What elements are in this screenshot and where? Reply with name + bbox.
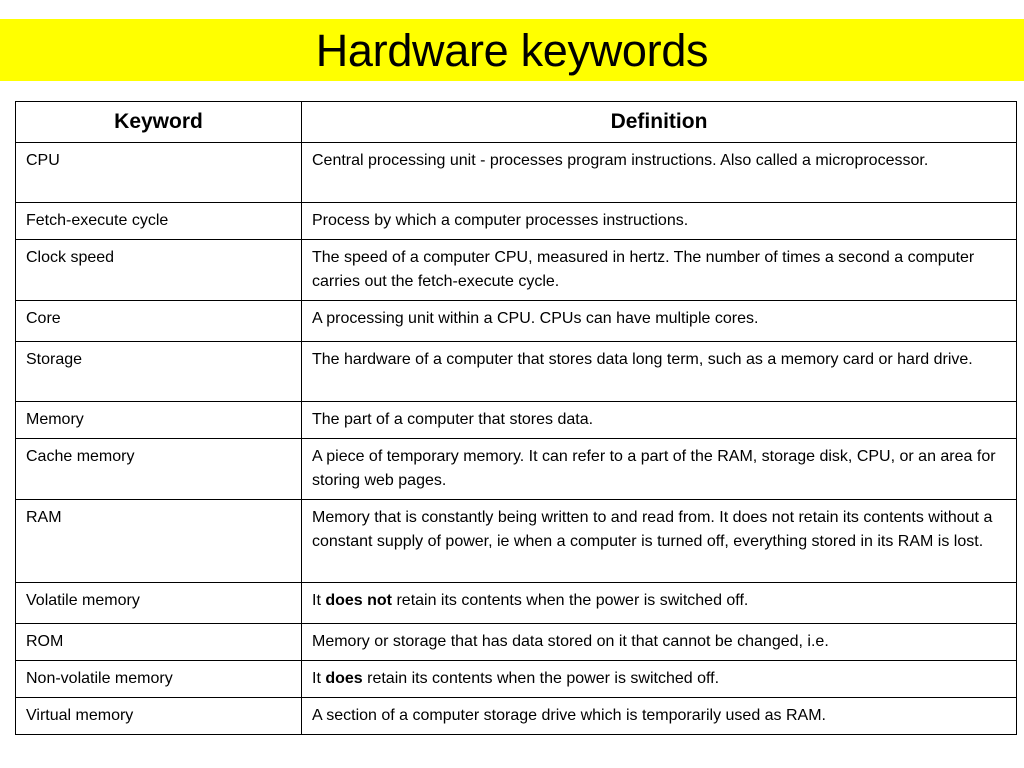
definition-text-bold: does not [325,592,393,609]
definition-cell: Memory that is constantly being written to and read from. It does not retain its contents without a constant supply of power, ie when a computer is turned off, everything stored in its RAM is lost. [302,500,1017,583]
keyword-cell: Virtual memory [16,698,302,735]
column-header-definition: Definition [302,102,1017,143]
definition-cell: A section of a computer storage drive which is temporarily used as RAM. [302,698,1017,735]
table-row [16,624,1017,661]
definition-text-bold: does [325,670,363,687]
table-row [16,203,1017,240]
title-banner [0,19,1024,81]
table-row [16,402,1017,439]
keyword-cell: Non-volatile memory [16,661,302,698]
keywords-table [15,101,1017,735]
table-row [16,240,1017,301]
definition-cell: The part of a computer that stores data. [302,402,1017,439]
keyword-cell: CPU [16,143,302,203]
table-row [16,500,1017,583]
definition-cell: Central processing unit - processes program instructions. Also called a microprocessor. [302,143,1017,203]
table-row [16,439,1017,500]
definition-cell [302,661,1017,698]
table-row [16,698,1017,735]
keyword-cell: ROM [16,624,302,661]
table-row [16,661,1017,698]
definition-cell [302,583,1017,624]
definition-text-pre: It [312,592,326,609]
keyword-cell: Cache memory [16,439,302,500]
definition-text-pre: It [312,670,326,687]
definition-cell: Process by which a computer processes instructions. [302,203,1017,240]
keyword-cell: Memory [16,402,302,439]
page-title: Hardware keywords [315,24,709,76]
definition-text-post: retain its contents when the power is switched off. [392,592,749,609]
table-header-row [16,102,1017,143]
keyword-cell: Fetch-execute cycle [16,203,302,240]
keyword-cell: Storage [16,342,302,402]
definition-text-post: retain its contents when the power is switched off. [362,670,720,687]
keyword-cell: Volatile memory [16,583,302,624]
definition-cell: Memory or storage that has data stored on it that cannot be changed, i.e. [302,624,1017,661]
table-row [16,583,1017,624]
definition-cell: The speed of a computer CPU, measured in hertz. The number of times a second a computer carries out the fetch-execute cycle. [302,240,1017,301]
table-row [16,143,1017,203]
keyword-cell: RAM [16,500,302,583]
definition-cell: The hardware of a computer that stores data long term, such as a memory card or hard drive. [302,342,1017,402]
definition-cell: A piece of temporary memory. It can refer to a part of the RAM, storage disk, CPU, or an area for storing web pages. [302,439,1017,500]
table-row [16,342,1017,402]
column-header-keyword: Keyword [16,102,302,143]
keyword-cell: Core [16,301,302,342]
table-row [16,301,1017,342]
definition-cell: A processing unit within a CPU. CPUs can have multiple cores. [302,301,1017,342]
keyword-cell: Clock speed [16,240,302,301]
